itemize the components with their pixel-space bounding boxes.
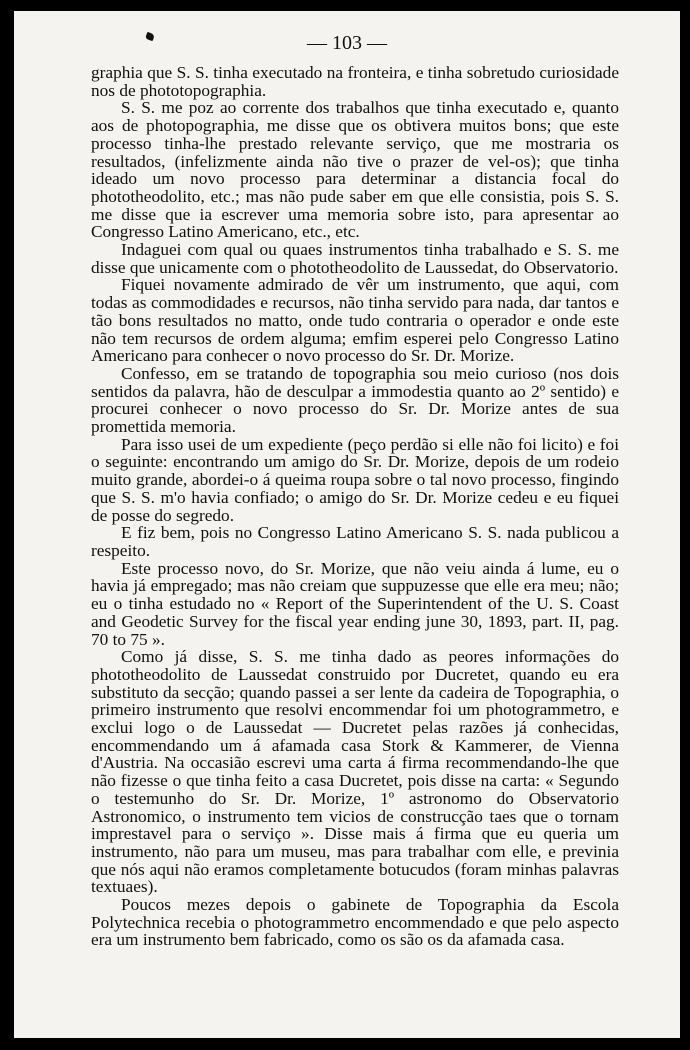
paragraph: Para isso usei de um expediente (peço perdão si elle não foi licito) e foi o seguinte: encontrando um amigo do Sr. Dr. Morize, depois de um rodeio muito grande, abordei-o á queima roupa sobre o tal novo processo, fingindo que S. S. m'o havia confiado; o amigo do Sr. Dr. Morize cedeu e eu fiquei de posse do segredo.	[91, 434, 619, 525]
paragraph: Poucos mezes depois o gabinete de Topographia da Escola Polytechnica recebia o photogrammetro encommendado e que pelo aspecto era um instrumento bem fabricado, como os são os da afamada casa.	[91, 895, 619, 950]
paragraph: Como já disse, S. S. me tinha dado as peores informações do phototheodolito de Laussedat construido por Ducretet, quando eu era substituto da secção; quando passei a ser lente da cadeira de Topographia, o primeiro instrumento que resolvi encommendar foi um photogrammetro, e exclui logo o de Laussedat — Ducretet pelas razões já conhecidas, encommendando um á afamada casa Stork & Kammerer, de Vienna d'Austria. Na occasião escrevi uma carta á firma recommendando-lhe que não fizesse o que tinha feito a casa Ducretet, pois disse na carta: « Segundo o testemunho do Sr. Dr. Morize, 1º astronomo do Observatorio Astronomico, o instrumento tem vicios de construcção taes que o tornam imprestavel para o serviço ». Disse mais á firma que eu queria um instrumento, não para um museu, mas para trabalhar com elle, e previnia que nós aqui não eramos completamente botucudos (foram minhas palavras textuaes).	[91, 647, 619, 897]
paragraph: Fiquei novamente admirado de vêr um instrumento, que aqui, com todas as commodidades e recursos, não tinha servido para nada, dar tantos e tão bons resultados no matto, onde tudo contraria o operador e onde este não tem recursos de ordem alguma; emfim esperei pelo Congresso Latino Americano para conhecer o novo processo do Sr. Dr. Morize.	[91, 275, 619, 366]
paragraph: E fiz bem, pois no Congresso Latino Americano S. S. nada publicou a respeito.	[91, 523, 619, 560]
page-number: — 103 —	[307, 32, 387, 54]
paragraph: Indaguei com qual ou quaes instrumentos tinha trabalhado e S. S. me disse que unicamente com o phototheodolito de Laussedat, do Observatorio.	[91, 240, 619, 277]
document-page	[14, 11, 680, 1038]
paragraph: S. S. me poz ao corrente dos trabalhos que tinha executado e, quanto aos de photopographia, me disse que os obtivera muitos bons; que este processo tinha-lhe prestado relevante serviço, que me mostraria os resultados, (infelizmente ainda não tive o prazer de vel-os); que tinha ideado um novo processo para determinar a distancia focal do phototheodolito, etc.; mas não pude saber em que elle consistia, pois S. S. me disse que ia escrever uma memoria sobre isto, para apresentar ao Congresso Latino Americano, etc., etc.	[91, 98, 619, 242]
paragraph: Este processo novo, do Sr. Morize, que não veiu ainda á lume, eu o havia já empregado; mas não creiam que suppuzesse que elle era meu; não; eu o tinha estudado no « Report of the Superintendent of the U. S. Coast and Geodetic Survey for the fiscal year ending june 30, 1893, part. II, pag. 70 to 75 ».	[91, 558, 619, 649]
body-text	[91, 64, 619, 949]
paragraph: Confesso, em se tratando de topographia sou meio curioso (nos dois sentidos da palavra, hão de desculpar a immodestia quanto ao 2º sentido) e procurei conhecer o novo processo do Sr. Dr. Morize antes de sua promettida memoria.	[91, 363, 619, 437]
paragraph-continuation: graphia que S. S. tinha executado na fronteira, e tinha sobretudo curiosidade nos de phototopographia.	[91, 63, 619, 100]
